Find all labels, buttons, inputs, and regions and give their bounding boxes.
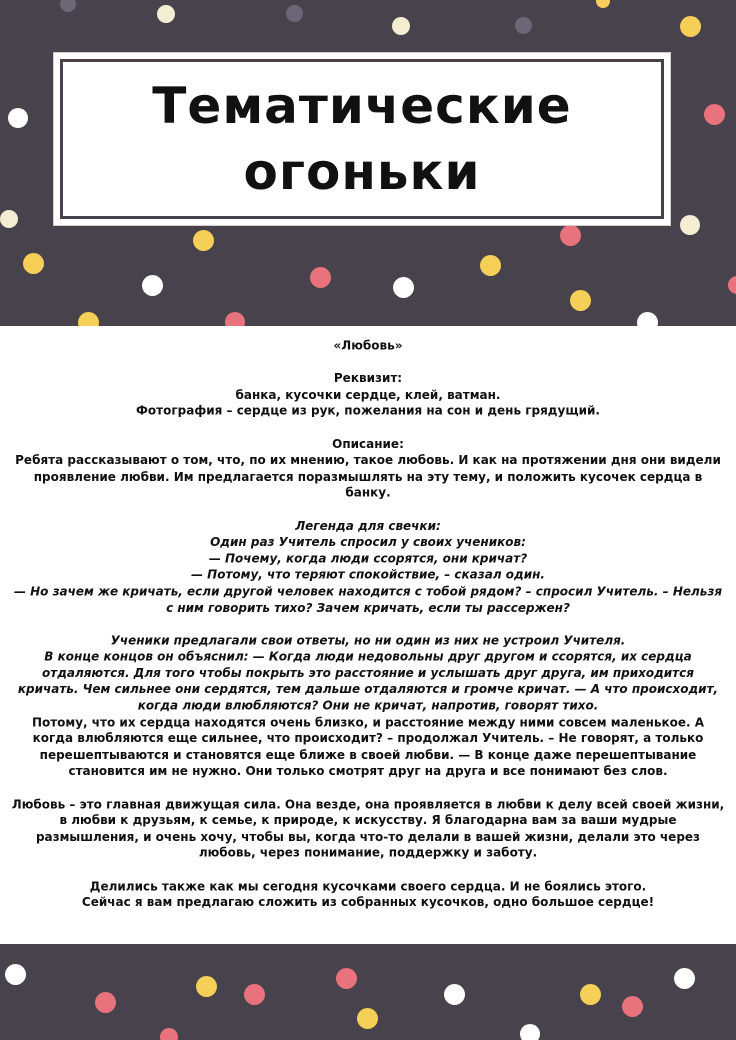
polka-dot (95, 992, 116, 1013)
polka-dot (336, 968, 357, 989)
story-paragraph: В конце концов он объяснил: — Когда люди недовольны друг другом и ссорятся, их сердца отдаляются. Для того чтобы покрыть это расстояние и услышать друг друга, им приходится кричать. Чем сильнее они сердятся, тем дальше отдаляются и громче кричат. — А что происходит, когда люди влюбляются? Они не кричат, напротив, говорят тихо. (17, 649, 719, 713)
polka-dot (8, 108, 28, 128)
legend-line: Один раз Учитель спросил у своих учеников: (210, 534, 526, 550)
polka-dot (728, 276, 736, 294)
polka-dot (515, 17, 532, 34)
polka-dot (244, 984, 265, 1005)
polka-dot (680, 16, 701, 37)
polka-dot (60, 0, 76, 12)
section-heading: «Любовь» (333, 338, 403, 353)
polka-dot (674, 968, 695, 989)
props-line: банка, кусочки сердце, клей, ватман. (235, 387, 501, 402)
polka-dot (622, 996, 643, 1017)
title-inner-border (60, 59, 664, 219)
polka-dot (5, 964, 26, 985)
bottom-polka-dot-banner (0, 944, 736, 1040)
polka-dot (704, 104, 725, 125)
polka-dot (0, 210, 18, 228)
polka-dot (580, 984, 601, 1005)
title-box (53, 52, 671, 226)
legend-label: Легенда для свечки: (295, 518, 441, 533)
polka-dot (23, 253, 44, 274)
polka-dot (310, 267, 331, 288)
polka-dot (193, 230, 214, 251)
story-line: Ученики предлагали свои ответы, но ни один из них не устроил Учителя. (110, 632, 626, 648)
polka-dot (357, 1008, 378, 1029)
props-label: Реквизит: (333, 370, 403, 386)
closing-line: Делились также как мы сегодня кусочками своего сердца. И не боялись этого. (89, 878, 647, 894)
legend-line: — Но зачем же кричать, если другой человек находится с тобой рядом? – спросил Учитель. – Нельзя с ним говорить тихо? Зачем кричать, если ты рассержен? (13, 583, 723, 615)
polka-dot (78, 312, 99, 326)
polka-dot (157, 5, 175, 23)
polka-dot (225, 312, 245, 326)
props-line: Фотография – сердце из рук, пожелания на сон и день грядущий. (136, 403, 600, 419)
description-label: Описание: (332, 436, 404, 451)
polka-dot (570, 290, 591, 311)
legend-line: — Почему, когда люди ссорятся, они кричат? (208, 550, 528, 566)
polka-dot (393, 277, 414, 298)
polka-dot (596, 0, 610, 8)
love-paragraph: Любовь – это главная движущая сила. Она везде, она проявляется в любви к делу всей своей жизни, в любви к друзьям, к семье, к природе, к искусству. Я благодарна вам за ваши мудрые размышления, и очень хочу, чтобы вы, когда что-то делали в вашей жизни, делали это через любовь, через понимание, поддержку и заботу. (11, 796, 725, 861)
description-text: Ребята рассказывают о том, что, по их мнению, такое любовь. И как на протяжении дня они видели проявление любви. Им предлагается поразмышлять на эту тему, и положить кусочек сердца в банку. (15, 452, 721, 501)
polka-dot (142, 275, 163, 296)
polka-dot (392, 17, 410, 35)
polka-dot (637, 312, 658, 326)
page-title-line-1: Тематические (152, 77, 572, 135)
page-title-line-2: огоньки (243, 143, 481, 201)
legend-line: — Потому, что теряют спокойствие, – сказал один. (191, 567, 545, 582)
polka-dot (196, 976, 217, 997)
polka-dot (680, 215, 700, 235)
polka-dot (520, 1024, 540, 1040)
closing-line: Сейчас я вам предлагаю сложить из собранных кусочков, одно большое сердце! (81, 894, 655, 910)
main-text (10, 338, 726, 911)
polka-dot (286, 5, 303, 22)
polka-dot (160, 1028, 178, 1040)
polka-dot (560, 225, 581, 246)
polka-dot (444, 984, 465, 1005)
polka-dot (480, 255, 501, 276)
story-paragraph: Потому, что их сердца находятся очень близко, и расстояние между ними совсем маленькое. А когда влюбляются еще сильнее, что происходит? – продолжал Учитель. – Не говорят, а только перешептываются и становятся еще ближе в своей любви. — В конце даже перешептывание становится им не нужно. Они только смотрят друг на друга и все понимают без слов. (31, 714, 705, 779)
